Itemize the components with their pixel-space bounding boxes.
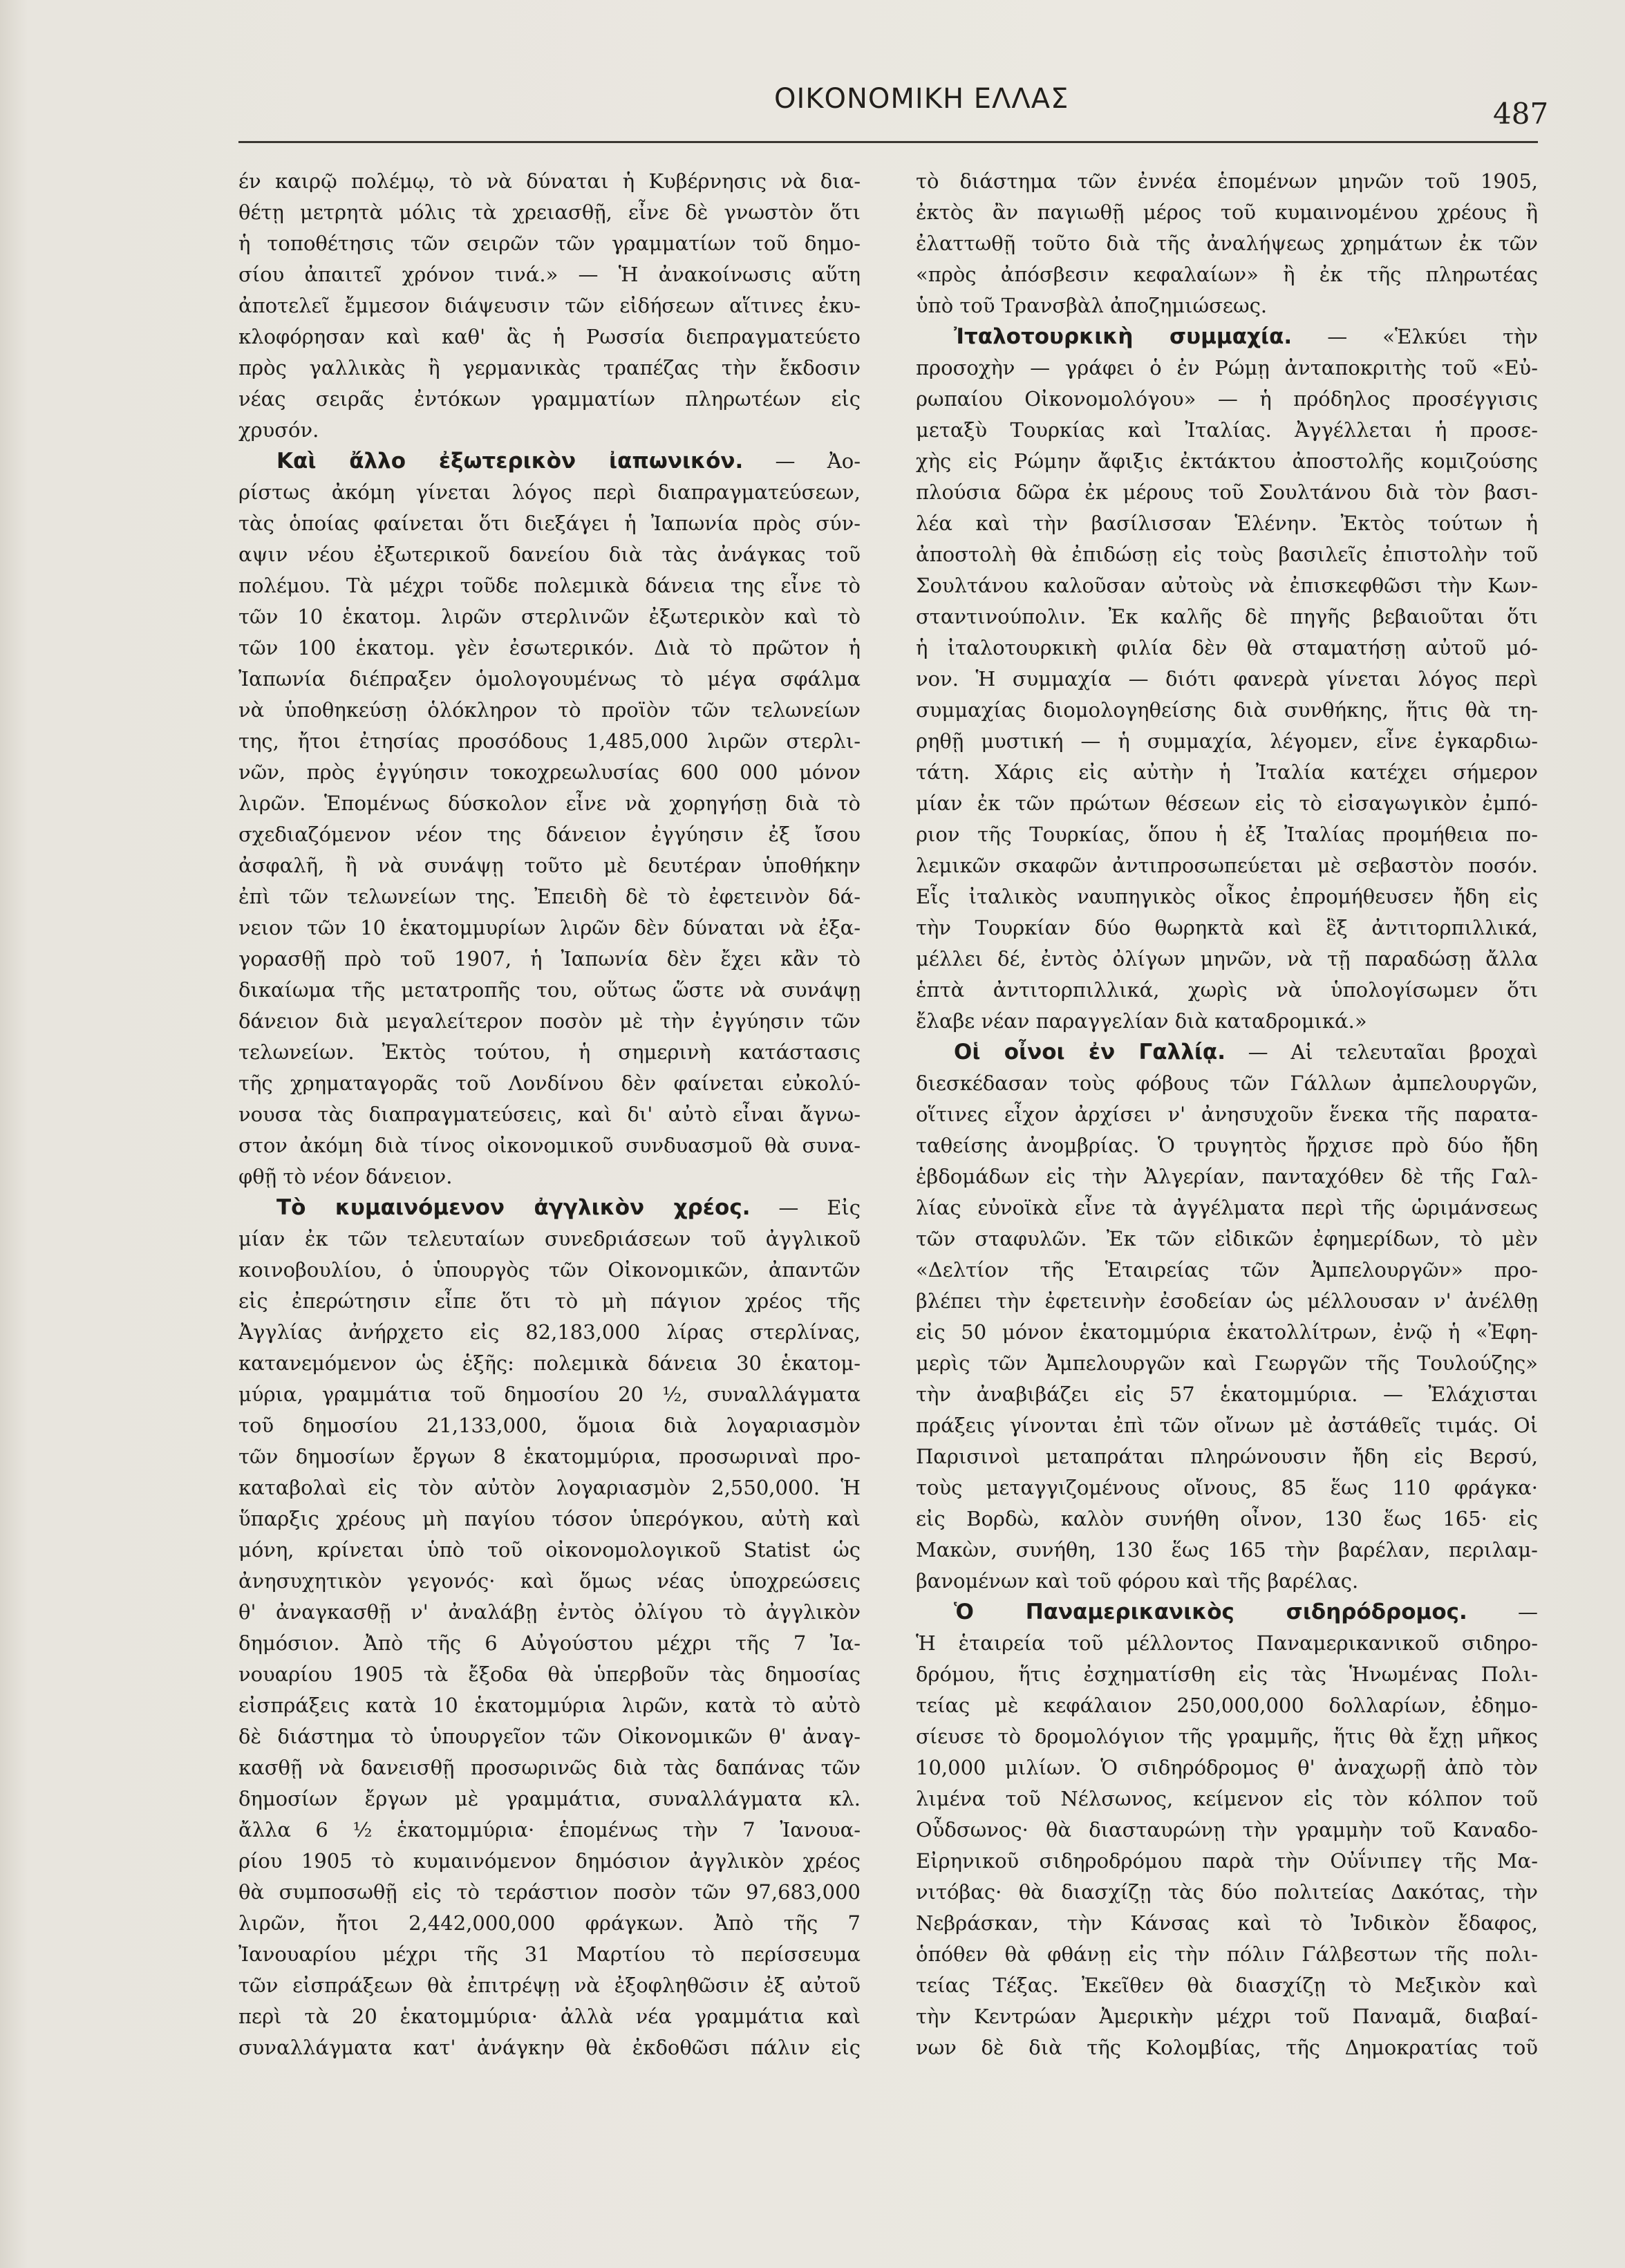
text-line: σταντινούπολιν. Ἐκ καλῆς δὲ πηγῆς βεβαιοῦται ὅτι [916,605,1538,628]
text-line: ἑπτὰ ἀντιτορπιλλικά, χωρὶς νὰ ὑπολογίσωμεν ὅτι [916,978,1538,1002]
text-line: τῶν 100 ἑκατομ. γὲν ἐσωτερικόν. Διὰ τὸ πρῶτον ἡ [238,636,861,659]
text-line: νειον τῶν 10 ἑκατομμυρίων λιρῶν δὲν δύναται νὰ ἐξα- [238,916,861,939]
heading-continuation: — Αἱ τελευταῖαι βροχαὶ [1225,1040,1538,1064]
text-line: ἡ τοποθέτησις τῶν σειρῶν τῶν γραμματίων τοῦ δημο- [238,232,861,255]
text-line: γορασθῇ πρὸ τοῦ 1907, ἡ Ἰαπωνία δὲν ἔχει κἂν τὸ [238,947,861,971]
text-line: λιρῶν, ἤτοι 2,442,000,000 φράγκων. Ἀπὸ τῆς 7 [238,1911,861,1935]
text-line: προσοχὴν — γράφει ὁ ἐν Ρώμῃ ἀνταποκριτὴς τοῦ «Εὐ- [916,356,1538,379]
text-line: πράξεις γίνονται ἐπὶ τῶν οἴνων μὲ ἀστάθεῖς τιμάς. Οἱ [916,1414,1538,1437]
text-line: λεμικῶν σκαφῶν ἀντιπροσωπεύεται μὲ σεβαστὸν ποσόν. [916,854,1538,877]
text-line: καταβολαὶ εἰς τὸν αὐτὸν λογαριασμὸν 2,550,000. Ἡ [238,1476,861,1499]
text-line: Εἰρηνικοῦ σιδηροδρόμου παρὰ τὴν Οὐΐνιπεγ τῆς Μα- [916,1849,1538,1873]
text-line: Νεβράσκαν, τὴν Κάνσας καὶ τὸ Ἰνδικὸν ἔδαφος, [916,1911,1538,1935]
text-line: Ἀγγλίας ἀνήρχετο εἰς 82,183,000 λίρας στερλίνας, [238,1320,861,1344]
text-line: ἔλαβε νέαν παραγγελίαν διὰ καταδρομικά.» [916,1009,1367,1033]
text-line: δάνειον διὰ μεγαλείτερον ποσὸν μὲ τὴν ἐγγύησιν τῶν [238,1009,861,1033]
text-line: ταθείσης ἀνομβρίας. Ὁ τρυγητὸς ἤρχισε πρὸ δύο ἤδη [916,1134,1538,1157]
text-line: μύρια, γραμμάτια τοῦ δημοσίου 20 ½, συναλλάγματα [238,1383,861,1406]
text-line: τὸ διάστημα τῶν ἐννέα ἑπομένων μηνῶν τοῦ 1905, [916,169,1538,193]
text-line: σχεδιαζόμενον νέον της δάνειον ἐγγύησιν ἐξ ἴσου [238,823,861,846]
text-line: ρηθῇ μυστική — ἡ συμμαχία, λέγομεν, εἶνε ἐγκαρδιω- [916,729,1538,753]
text-line: βανομένων καὶ τοῦ φόρου καὶ τῆς βαρέλας. [916,1569,1359,1593]
text-line: τὴν ἀναβιβάζει εἰς 57 ἑκατομμύρια. — Ἐλάχισται [916,1383,1538,1406]
text-line: ὕπαρξις χρέους μὴ παγίου τόσον ὑπερόγκου, αὐτὴ καὶ [238,1507,861,1530]
section-heading-line [238,446,861,477]
text-line: τοῦ δημοσίου 21,133,000, ὅμοια διὰ λογαριασμὸν [238,1414,861,1437]
left-column [238,166,861,2233]
text-line: κοινοβουλίου, ὁ ὑπουργὸς τῶν Οἰκονομικῶν, ἀπαντῶν [238,1258,861,1282]
text-line: νὰ ὑποθηκεύσῃ ὁλόκληρον τὸ προϊὸν τῶν τελωνείων [238,698,861,722]
text-line: πλούσια δῶρα ἐκ μέρους τοῦ Σουλτάνου διὰ τὸν βασι- [916,480,1538,504]
text-line: θέτῃ μετρητὰ μόλις τὰ χρειασθῇ, εἶνε δὲ γνωστὸν ὅτι [238,200,861,224]
text-line: περὶ τὰ 20 ἑκατομμύρια· ἀλλὰ νέα γραμμάτια καὶ [238,2005,861,2028]
text-line: ρωπαίου Οἰκονομολόγου» — ἡ πρόδηλος προσέγγισις [916,387,1538,411]
text-line: Εἷς ἰταλικὸς ναυπηγικὸς οἶκος ἐπρομήθευσεν ἤδη εἰς [916,885,1538,908]
text-line: πολέμου. Τὰ μέχρι τοῦδε πολεμικὰ δάνεια της εἶνε τὸ [238,574,861,597]
text-line: θ' ἀναγκασθῇ ν' ἀναλάβῃ ἐντὸς ὀλίγου τὸ ἀγγλικὸν [238,1600,861,1624]
text-line: τὴν Κεντρώαν Ἀμερικὴν μέχρι τοῦ Παναμᾶ, διαβαί- [916,2005,1538,2028]
text-line: ἀποστολὴ θὰ ἐπιδώσῃ εἰς τοὺς βασιλεῖς ἐπιστολὴν τοῦ [916,543,1538,566]
section-heading: Τὸ κυμαινόμενον ἀγγλικὸν χρέος. [276,1195,751,1220]
text-line: λιμένα τοῦ Νέλσωνος, κείμενον εἰς τὸν κόλπον τοῦ [916,1787,1538,1810]
text-line: τῶν σταφυλῶν. Ἐκ τῶν εἰδικῶν ἐφημερίδων, τὸ μὲν [916,1227,1538,1250]
text-line: μόνη, κρίνεται ὑπὸ τοῦ οἰκονομολογικοῦ Statist ὡς [238,1538,861,1562]
text-line: νιτόβας· θὰ διασχίζῃ τὰς δύο πολιτείας Δακότας, τὴν [916,1880,1538,1904]
text-line: τῶν δημοσίων ἔργων 8 ἑκατομμύρια, προσωριναὶ προ- [238,1445,861,1468]
text-line: έν καιρῷ πολέμῳ, τὸ νὰ δύναται ἡ Κυβέρνησις νὰ δια- [238,169,861,193]
text-line: Ἰαπωνία διέπραξεν ὁμολογουμένως τὸ μέγα σφάλμα [238,667,861,691]
text-line: ρίστως ἀκόμη γίνεται λόγος περὶ διαπραγματεύσεων, [238,480,861,504]
text-line: τὰς ὁποίας φαίνεται ὅτι διεξάγει ἡ Ἰαπωνία πρὸς σύν- [238,512,861,535]
text-line: εἰσπράξεις κατὰ 10 ἑκατομμύρια λιρῶν, κατὰ τὸ αὐτὸ [238,1694,861,1717]
text-line: στον ἀκόμη διὰ τίνος οἰκονομικοῦ συνδυασμοῦ θὰ συνα- [238,1134,861,1157]
text-line: ὑπὸ τοῦ Τρανσβὰλ ἀποζημιώσεως. [916,294,1268,317]
heading-continuation: — «Ἑλκύει τὴν [1292,325,1538,348]
text-line: κλοφόρησαν καὶ καθ' ἃς ἡ Ρωσσία διεπραγματεύετο [238,325,861,348]
section-heading: Καὶ ἄλλο ἐξωτερικὸν ἰαπωνικόν. [276,449,744,474]
heading-continuation: — Εἰς [750,1196,861,1219]
text-line: Οὗδσωνος· θὰ διασταυρώνῃ τὴν γραμμὴν τοῦ Καναδο- [916,1818,1538,1841]
page-number: 487 [1493,97,1549,131]
text-line: νουσα τὰς διαπραγματεύσεις, καὶ δι' αὐτὸ εἶναι ἄγνω- [238,1103,861,1126]
text-line: ἀνησυχητικὸν γεγονός· καὶ ὅμως νέας ὑποχρεώσεις [238,1569,861,1593]
text-line: κατανεμόμενον ὡς ἑξῆς: πολεμικὰ δάνεια 30 ἑκατομ- [238,1351,861,1375]
text-line: μίαν ἐκ τῶν πρώτων θέσεων εἰς τὸ εἰσαγωγικὸν ἐμπό- [916,791,1538,815]
text-line: ἀποτελεῖ ἔμμεσον διάψευσιν τῶν εἰδήσεων αἵτινες ἐκυ- [238,294,861,317]
text-line: ἡ ἰταλοτουρκικὴ φιλία δὲν θὰ σταματήσῃ αὐτοῦ μό- [916,636,1538,659]
text-line: ἐπὶ τῶν τελωνείων της. Ἐπειδὴ δὲ τὸ ἐφετεινὸν δά- [238,885,861,908]
text-line: ἑβδομάδων εἰς τὴν Ἀλγερίαν, πανταχόθεν δὲ τῆς Γαλ- [916,1165,1538,1188]
text-line: Ἡ ἑταιρεία τοῦ μέλλοντος Παναμερικανικοῦ σιδηρο- [916,1631,1538,1655]
text-line: λέα καὶ τὴν βασίλισσαν Ἑλένην. Ἐκτὸς τούτων ἡ [916,512,1538,535]
text-line: δημόσιον. Ἀπὸ τῆς 6 Αὐγούστου μέχρι τῆς 7 Ἰα- [238,1631,861,1655]
heading-continuation: — Ἀο- [743,449,861,473]
text-line: ρίου 1905 τὸ κυμαινόμενον δημόσιον ἀγγλικὸν χρέος [238,1849,861,1873]
text-line: χὴς εἰς Ρώμην ἄφιξις ἐκτάκτου ἀποστολῆς κομιζούσης [916,449,1538,473]
text-line: Σουλτάνου καλοῦσαν αὐτοὺς νὰ ἐπισκεφθῶσι τὴν Κων- [916,574,1538,597]
text-line: εἰς Βορδὼ, καλὸν συνήθη οἶνον, 130 ἕως 165· εἰς [916,1507,1538,1530]
text-line: δὲ διάστημα τὸ ὑπουργεῖον τῶν Οἰκονομικῶν θ' ἀναγ- [238,1725,861,1748]
text-line: ριον τῆς Τουρκίας, ὅπου ἡ ἐξ Ἰταλίας προμήθεια πο- [916,823,1538,846]
text-line: δημοσίων ἔργων μὲ γραμμάτια, συναλλάγματα κλ. [238,1787,861,1810]
text-line: λίας εὐνοϊκὰ εἶνε τὰ ἀγγέλματα περὶ τῆς ὡριμάνσεως [916,1196,1538,1219]
text-line: Παρισινοὶ μεταπράται πληρώνουσιν ἤδη εἰς Βερσύ, [916,1445,1538,1468]
text-line: δικαίωμα τῆς μετατροπῆς του, οὕτως ὥστε νὰ συνάψῃ [238,978,861,1002]
text-line: σίευσε τὸ δρομολόγιον τῆς γραμμῆς, ἥτις θὰ ἔχῃ μῆκος [916,1725,1538,1748]
text-line: συναλλάγματα κατ' ἀνάγκην θὰ ἐκδοθῶσι πάλιν εἰς [238,2036,861,2059]
text-line: τείας Τέξας. Ἐκεῖθεν θὰ διασχίζῃ τὸ Μεξικὸν καὶ [916,1974,1538,1997]
text-line: πρὸς γαλλικὰς ἢ γερμανικὰς τραπέζας τὴν ἔκδοσιν [238,356,861,379]
text-line: αψιν νέου ἐξωτερικοῦ δανείου διὰ τὰς ἀνάγκας τοῦ [238,543,861,566]
text-line: συμμαχίας διομολογηθείσης διὰ συνθήκης, ἥτις θὰ τη- [916,698,1538,722]
text-line: λιρῶν. Ἑπομένως δύσκολον εἶνε νὰ χορηγήσῃ διὰ τὸ [238,791,861,815]
text-line: τάτη. Χάρις εἰς αὐτὴν ἡ Ἰταλία κατέχει σήμερον [916,760,1538,784]
text-line: βλέπει τὴν ἐφετεινὴν ἐσοδείαν ὡς μέλλουσαν ν' ἀνέλθῃ [916,1289,1538,1313]
text-line: 10,000 μιλίων. Ὁ σιδηρόδρομος θ' ἀναχωρῇ ἀπὸ τὸν [916,1756,1538,1779]
section-heading: Ἰταλοτουρκικὴ συμμαχία. [954,324,1293,349]
text-line: κασθῇ νὰ δανεισθῇ προσωρινῶς διὰ τὰς δαπάνας τῶν [238,1756,861,1779]
text-line: τῶν εἰσπράξεων θὰ ἐπιτρέψῃ νὰ ἐξοφληθῶσιν ἐξ αὐτοῦ [238,1974,861,1997]
section-heading-line [916,321,1538,353]
text-line: «πρὸς ἀπόσβεσιν κεφαλαίων» ἢ ἐκ τῆς πληρωτέας [916,263,1538,286]
text-line: θὰ συμποσωθῇ εἰς τὸ τεράστιον ποσὸν τῶν 97,683,000 [238,1880,861,1904]
text-line: εἰς 50 μόνον ἑκατομμύρια ἑκατολλίτρων, ἐνῷ ἡ «Ἐφη- [916,1320,1538,1344]
text-line: δρόμου, ἥτις ἐσχηματίσθη εἰς τὰς Ἡνωμένας Πολι- [916,1662,1538,1686]
text-line: τῶν 10 ἑκατομ. λιρῶν στερλινῶν ἐξωτερικὸν καὶ τὸ [238,605,861,628]
text-line: ὁπόθεν θὰ φθάνῃ εἰς τὴν πόλιν Γάλβεστων τῆς πολι- [916,1942,1538,1966]
text-line: οἵτινες εἶχον ἀρχίσει ν' ἀνησυχοῦν ἕνεκα τῆς παρατα- [916,1103,1538,1126]
text-line: τὴν Τουρκίαν δύο θωρηκτὰ καὶ ἓξ ἀντιτορπιλλικά, [916,916,1538,939]
text-line: μεταξὺ Τουρκίας καὶ Ἰταλίας. Ἀγγέλλεται ἡ προσε- [916,418,1538,442]
text-line: Ἰανουαρίου μέχρι τῆς 31 Μαρτίου τὸ περίσσευμα [238,1942,861,1966]
section-heading-line [916,1037,1538,1068]
text-line: εἰς ἐπερώτησιν εἶπε ὅτι τὸ μὴ πάγιον χρέος τῆς [238,1289,861,1313]
text-line: νον. Ἡ συμμαχία — διότι φανερὰ γίνεται λόγος περὶ [916,667,1538,691]
text-line: τῆς χρηματαγορᾶς τοῦ Λονδίνου δὲν φαίνεται εὐκολύ- [238,1071,861,1095]
text-line: τοὺς μεταγγιζομένους οἴνους, 85 ἕως 110 φράγκα· [916,1476,1538,1499]
section-heading-line [238,1192,861,1224]
text-line: τελωνείων. Ἐκτὸς τούτου, ἡ σημερινὴ κατάστασις [238,1040,861,1064]
section-heading: Ὁ Παναμερικανικὸς σιδηρόδρομος. [954,1600,1467,1624]
header-rule [238,141,1538,143]
text-line: νων δὲ διὰ τῆς Κολομβίας, τῆς Δημοκρατίας τοῦ [916,2036,1538,2059]
text-line: της, ἤτοι ἐτησίας προσόδους 1,485,000 λιρῶν στερλι- [238,729,861,753]
text-line: διεσκέδασαν τοὺς φόβους τῶν Γάλλων ἀμπελουργῶν, [916,1071,1538,1095]
text-line: μίαν ἐκ τῶν τελευταίων συνεδριάσεων τοῦ ἀγγλικοῦ [238,1227,861,1250]
text-line: τείας μὲ κεφάλαιον 250,000,000 δολλαρίων, ἐδημο- [916,1694,1538,1717]
heading-continuation: — [1467,1600,1538,1624]
text-line: ἐλαττωθῇ τοῦτο διὰ τῆς ἀναλήψεως χρημάτων ἐκ τῶν [916,232,1538,255]
text-line: ἀσφαλῆ, ἢ νὰ συνάψῃ τοῦτο μὲ δευτέραν ὑποθήκην [238,854,861,877]
text-line: νουαρίου 1905 τὰ ἔξοδα θὰ ὑπερβοῦν τὰς δημοσίας [238,1662,861,1686]
text-line: μερὶς τῶν Ἀμπελουργῶν καὶ Γεωργῶν τῆς Τουλούζης» [916,1351,1538,1375]
text-line: «Δελτίον τῆς Ἑταιρείας τῶν Ἀμπελουργῶν» προ- [916,1258,1538,1282]
text-line: φθῇ τὸ νέον δάνειον. [238,1165,453,1188]
running-head-title: ΟΙΚΟΝΟΜΙΚΗ ΕΛΛΑΣ [774,83,1069,115]
text-line: Μακὼν, συνήθη, 130 ἕως 165 τὴν βαρέλαν, περιλαμ- [916,1538,1538,1562]
section-heading: Οἱ οἶνοι ἐν Γαλλίᾳ. [954,1040,1225,1065]
text-line: χρυσόν. [238,418,319,442]
section-heading-line [916,1597,1538,1628]
text-line: ἐκτὸς ἂν παγιωθῇ μέρος τοῦ κυμαινομένου χρέους ἢ [916,200,1538,224]
text-line: ἄλλα 6 ½ ἑκατομμύρια· ἑπομένως τὴν 7 Ἰανουα- [238,1818,861,1841]
text-line: σίου ἀπαιτεῖ χρόνον τινά.» — Ἡ ἀνακοίνωσις αὕτη [238,263,861,286]
text-line: νέας σειρᾶς ἐντόκων γραμματίων πληρωτέων εἰς [238,387,861,411]
right-column [916,166,1538,2233]
text-line: μέλλει δέ, ἐντὸς ὀλίγων μηνῶν, νὰ τῇ παραδώσῃ ἄλλα [916,947,1538,971]
text-line: νῶν, πρὸς ἐγγύησιν τοκοχρεωλυσίας 600 000 μόνον [238,760,861,784]
